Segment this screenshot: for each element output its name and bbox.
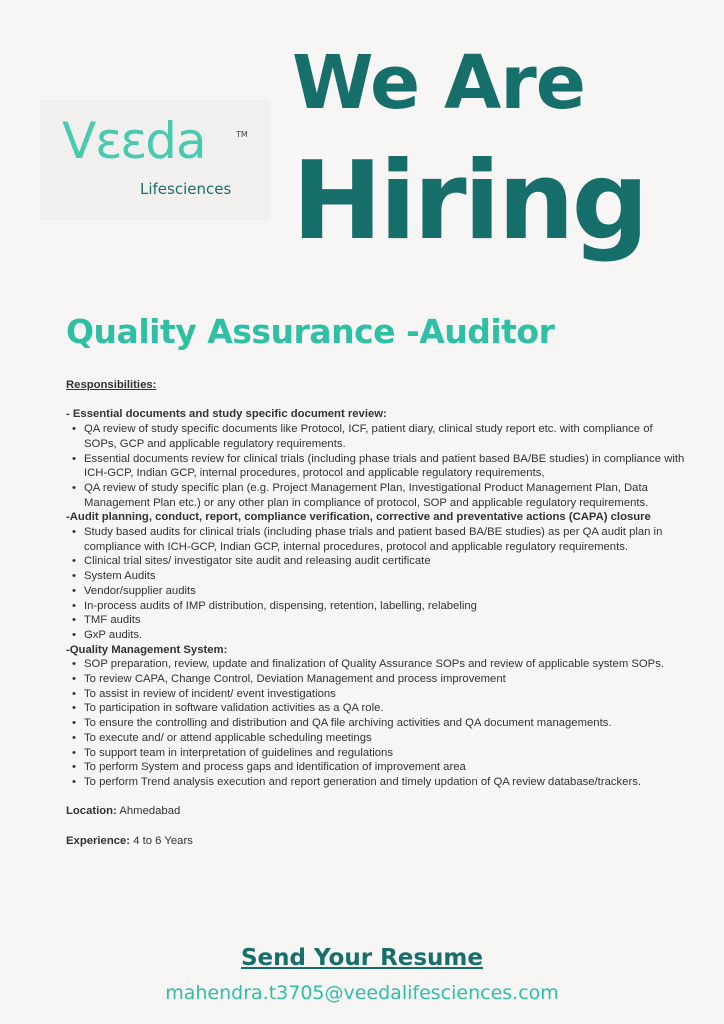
section-list	[66, 657, 686, 789]
location-value: Ahmedabad	[119, 805, 181, 818]
responsibilities-heading: Responsibilities:	[66, 379, 157, 391]
hero-line-1: We Are	[292, 40, 585, 126]
contact-email[interactable]: mahendra.t3705@veedalifesciences.com	[165, 982, 559, 1004]
list-item: • TMF audits	[84, 613, 686, 628]
section-heading: -Quality Management System:	[66, 643, 228, 656]
list-item: • QA review of study specific documents like Protocol, ICF, patient diary, clinical study report etc. with compliance of SOPs, GCP and applicable regulatory requirements.	[84, 422, 686, 451]
list-item: • In-process audits of IMP distribution, dispensing, retention, labelling, relabeling	[84, 599, 686, 614]
list-item: • GxP audits.	[84, 628, 686, 643]
list-item: • SOP preparation, review, update and finalization of Quality Assurance SOPs and review of applicable system SOPs.	[84, 657, 686, 672]
company-logo	[40, 100, 270, 220]
section-list	[66, 525, 686, 643]
logo-trademark: TM	[236, 130, 248, 139]
list-item: • To perform System and process gaps and identification of improvement area	[84, 760, 686, 775]
list-item: • Study based audits for clinical trials (including phase trials and patient based BA/BE studies) as per QA audit plan in compliance with ICH-GCP, Indian GCP, internal procedures, protocol and applicable regulatory requirements.	[84, 525, 686, 554]
hero-line-2: Hiring	[292, 139, 646, 264]
list-item: • To ensure the controlling and distribution and QA file archiving activities and QA document managements.	[84, 716, 686, 731]
logo-subtitle: Lifesciences	[140, 180, 232, 198]
responsibility-sections	[66, 407, 686, 789]
list-item: • To execute and/ or attend applicable scheduling meetings	[84, 731, 686, 746]
experience-value: 4 to 6 Years	[133, 834, 193, 847]
list-item: • To participation in software validation activities as a QA role.	[84, 701, 686, 716]
job-title: Quality Assurance -Auditor	[66, 312, 555, 351]
send-resume-heading: Send Your Resume	[240, 945, 484, 971]
list-item: • System Audits	[84, 569, 686, 584]
list-item: • QA review of study specific plan (e.g. Project Management Plan, Investigational Product Management Plan, Data Management Plan etc.) or any other plan in compliance of protocol, SOP and applicable regulatory requirements.	[84, 481, 686, 510]
experience-label: Experience:	[66, 834, 131, 847]
logo-wordmark: Vɛɛda	[62, 112, 206, 170]
list-item: • Vendor/supplier audits	[84, 584, 686, 599]
list-item: • To review CAPA, Change Control, Deviation Management and process improvement	[84, 672, 686, 687]
list-item: • To perform Trend analysis execution and report generation and timely updation of QA review database/trackers.	[84, 775, 686, 790]
list-item: • Essential documents review for clinical trials (including phase trials and patient based BA/BE studies) in compliance with ICH-GCP, Indian GCP, internal procedures, protocol and applicable regulatory requirements,	[84, 452, 686, 481]
section-heading: - Essential documents and study specific document review:	[66, 408, 387, 421]
list-item: • To support team in interpretation of guidelines and regulations	[84, 746, 686, 761]
list-item: • Clinical trial sites/ investigator site audit and releasing audit certificate	[84, 554, 686, 569]
list-item: • To assist in review of incident/ event investigations	[84, 687, 686, 702]
location-label: Location:	[66, 805, 117, 818]
experience-line	[66, 834, 686, 849]
job-description	[66, 378, 686, 848]
section-heading: -Audit planning, conduct, report, compliance verification, corrective and preventative actions (CAPA) closure	[66, 511, 651, 524]
location-line	[66, 804, 686, 819]
section-list	[66, 422, 686, 510]
